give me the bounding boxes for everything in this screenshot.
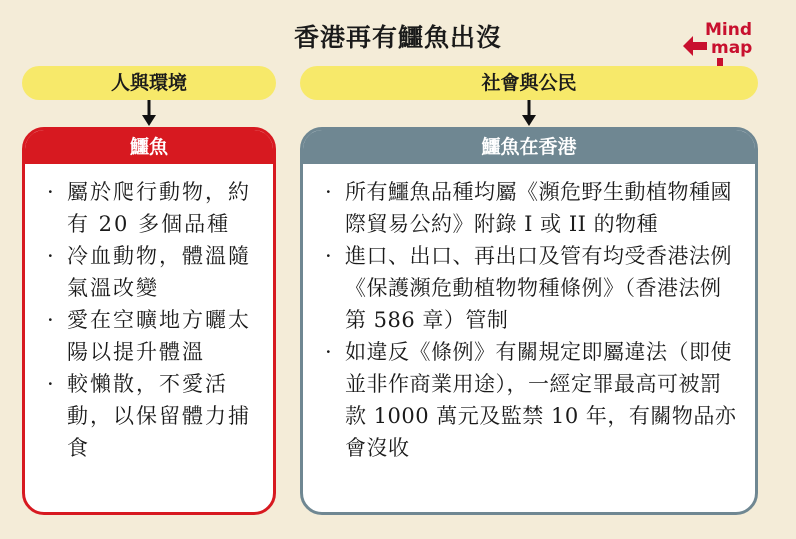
bullet: · bbox=[325, 180, 333, 204]
bullet: · bbox=[47, 180, 56, 204]
list-item: · 屬於爬行動物，約有 20 多個品種 bbox=[45, 176, 257, 240]
list-item: · 愛在空曠地方曬太陽以提升體溫 bbox=[45, 304, 257, 368]
crocodile-in-hk-card bbox=[300, 127, 758, 515]
card-heading: 鱷魚 bbox=[25, 130, 273, 164]
list-item: · 較懶散，不愛活動，以保留體力捕食 bbox=[45, 368, 257, 464]
logo-map-text: map bbox=[711, 38, 753, 58]
crocodile-card bbox=[22, 127, 276, 515]
list-item: · 冷血動物，體溫隨氣溫改變 bbox=[45, 240, 257, 304]
bullet: · bbox=[325, 244, 333, 268]
arrow-down-icon bbox=[521, 100, 537, 128]
list-item: · 如違反《條例》有關規定即屬違法（即使並非作商業用途），一經定罪最高可被罰款 1000 萬元及監禁 10 年，有關物品亦會沒收 bbox=[323, 336, 737, 464]
bullet: · bbox=[47, 244, 56, 268]
list-item: · 進口、出口、再出口及管有均受香港法例《保護瀕危動植物物種條例》（香港法例第 586 章）管制 bbox=[323, 240, 737, 336]
category-pill-left: 人與環境 bbox=[22, 66, 276, 100]
list-item: · 所有鱷魚品種均屬《瀕危野生動植物種國際貿易公約》附錄 I 或 II 的物種 bbox=[323, 176, 737, 240]
bullet: · bbox=[47, 308, 56, 332]
bullet: · bbox=[325, 340, 333, 364]
card-heading: 鱷魚在香港 bbox=[303, 130, 755, 164]
logo-mind-text: Mind bbox=[705, 20, 753, 40]
category-pill-right: 社會與公民 bbox=[300, 66, 758, 100]
bullet: · bbox=[47, 372, 56, 396]
page-title: 香港再有鱷魚出沒 bbox=[293, 23, 502, 52]
fact-list bbox=[25, 164, 273, 464]
arrow-down-icon bbox=[141, 100, 157, 128]
fact-list bbox=[303, 164, 755, 464]
